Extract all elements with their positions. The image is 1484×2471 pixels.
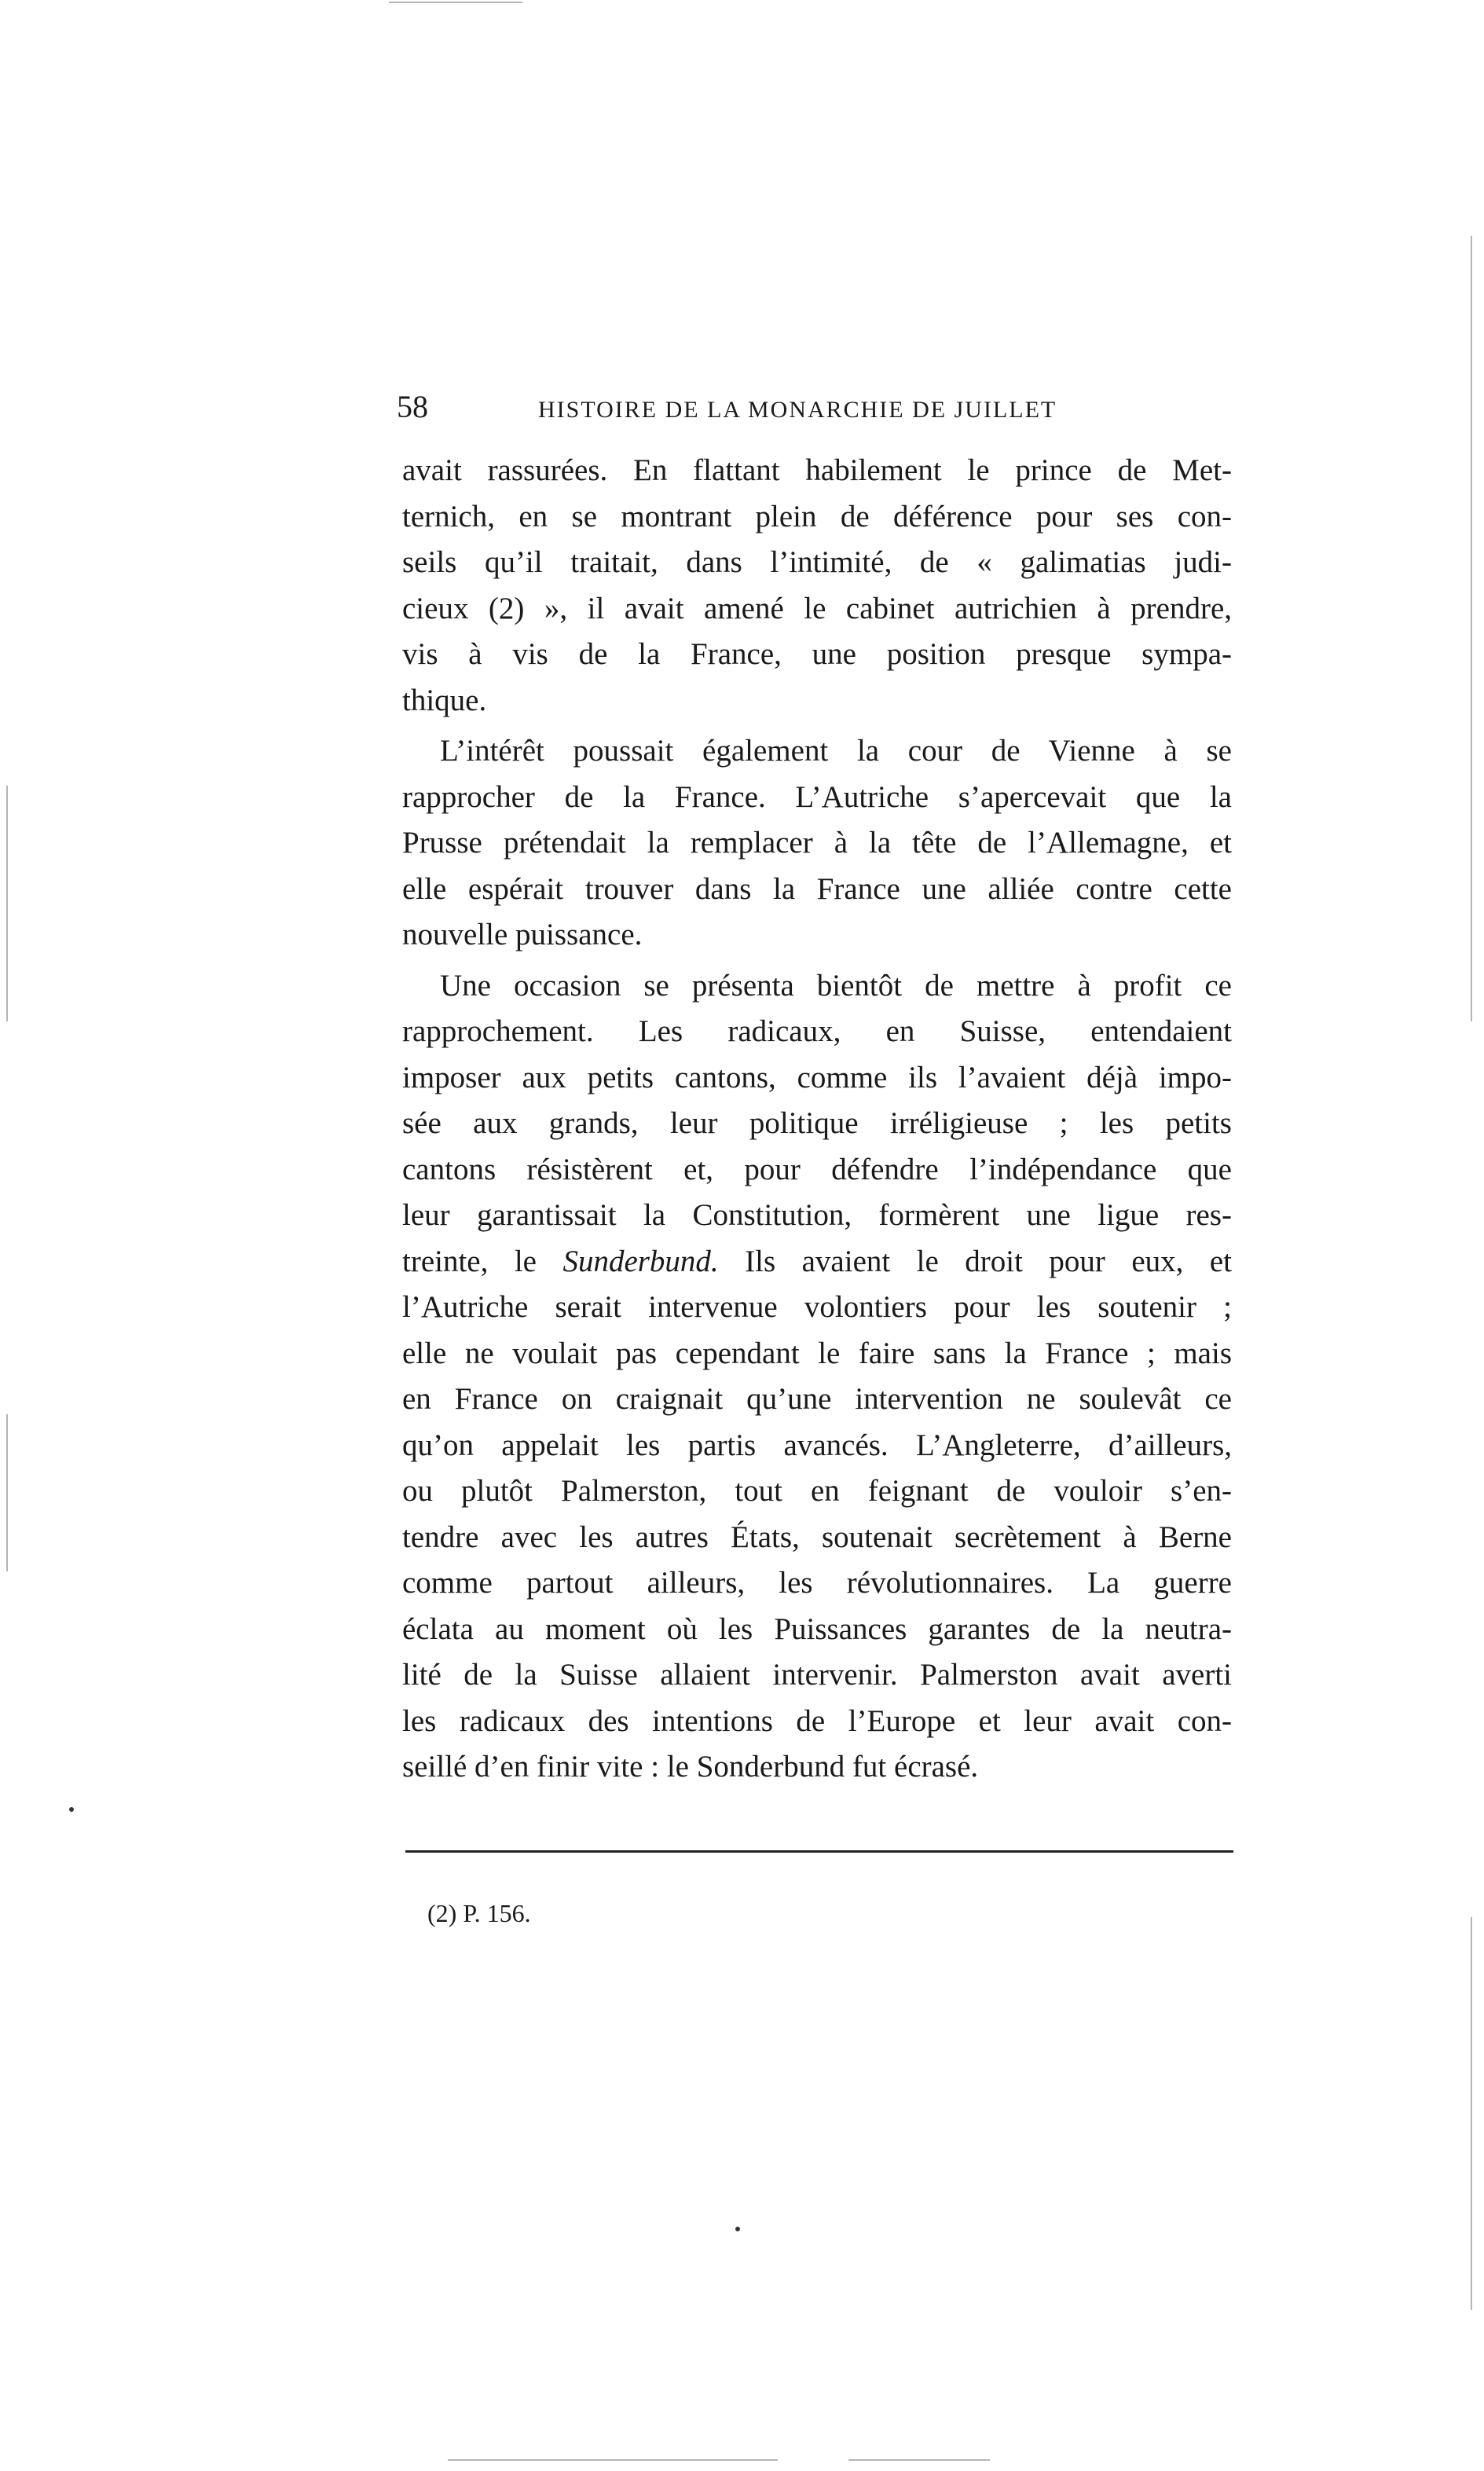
text-fragment: treinte, le bbox=[402, 1244, 537, 1278]
text-line: comme partout ailleurs, les révolutionnaires. La guerre bbox=[402, 1566, 1232, 1600]
text-line: qu’on appelait les partis avancés. L’Angleterre, d’ailleurs, bbox=[402, 1428, 1232, 1462]
scan-edge-bottom-right bbox=[848, 2459, 990, 2461]
scan-edge-bottom bbox=[448, 2459, 778, 2461]
text-line: en France on craignait qu’une intervention ne soulevât ce bbox=[402, 1382, 1232, 1416]
text-line bbox=[402, 1239, 1232, 1285]
page-number: 58 bbox=[397, 389, 428, 424]
text-line: nouvelle puissance. bbox=[402, 918, 643, 951]
text-line: thique. bbox=[402, 683, 487, 717]
text-line: seils qu’il traitait, dans l’intimité, de « galimatias judi- bbox=[402, 545, 1232, 579]
text-line: cantons résistèrent et, pour défendre l’indépendance que bbox=[402, 1152, 1232, 1186]
running-title: HISTOIRE DE LA MONARCHIE DE JUILLET bbox=[538, 397, 1057, 423]
text-line: éclata au moment où les Puissances garantes de la neutra- bbox=[402, 1611, 1232, 1646]
footnote: (2) P. 156. bbox=[427, 1899, 531, 1927]
scan-edge-left bbox=[6, 786, 8, 1021]
text-line: lité de la Suisse allaient intervenir. Palmerston avait averti bbox=[402, 1658, 1232, 1692]
text-line: avait rassurées. En flattant habilement le prince de Met- bbox=[402, 453, 1232, 487]
scan-speck bbox=[69, 1807, 74, 1812]
scan-edge-right-lower bbox=[1471, 1917, 1472, 2310]
text-line: Une occasion se présenta bientôt de mettre à profit ce bbox=[440, 968, 1232, 1003]
text-line: elle ne voulait pas cependant le faire sans la France ; mais bbox=[402, 1336, 1232, 1370]
text-line: sée aux grands, leur politique irréligieuse ; les petits bbox=[402, 1106, 1232, 1140]
body-text bbox=[402, 448, 1232, 1791]
scan-edge-right bbox=[1471, 236, 1472, 1021]
text-line: les radicaux des intentions de l’Europe et leur avait con- bbox=[402, 1703, 1232, 1738]
italic-term: Sunderbund. bbox=[562, 1244, 719, 1278]
text-line: l’Autriche serait intervenue volontiers pour les soutenir ; bbox=[402, 1290, 1232, 1324]
text-line: seillé d’en finir vite : le Sonderbund fut écrasé. bbox=[402, 1750, 979, 1784]
footnote-rule bbox=[405, 1850, 1233, 1853]
text-line: leur garantissait la Constitution, formèrent une ligue res- bbox=[402, 1198, 1232, 1232]
text-line: elle espérait trouver dans la France une alliée contre cette bbox=[402, 871, 1232, 906]
text-line: tendre avec les autres États, soutenait secrètement à Berne bbox=[402, 1520, 1232, 1554]
text-line: cieux (2) », il avait amené le cabinet autrichien à prendre, bbox=[402, 591, 1232, 625]
paragraph bbox=[402, 728, 1232, 959]
text-line: L’intérêt poussait également la cour de Vienne à se bbox=[440, 734, 1232, 768]
running-header bbox=[397, 383, 1229, 431]
scan-edge-top bbox=[389, 2, 522, 3]
paragraph bbox=[402, 448, 1232, 724]
text-line: imposer aux petits cantons, comme ils l’avaient déjà impo- bbox=[402, 1060, 1232, 1094]
scan-edge-left-lower bbox=[6, 1414, 8, 1571]
text-line: ou plutôt Palmerston, tout en feignant de vouloir s’en- bbox=[402, 1474, 1232, 1508]
text-line: rapprochement. Les radicaux, en Suisse, entendaient bbox=[402, 1014, 1232, 1048]
scan-speck bbox=[735, 2227, 740, 2231]
text-fragment: Ils avaient le droit pour eux, et bbox=[745, 1244, 1233, 1278]
text-line: vis à vis de la France, une position presque sympa- bbox=[402, 637, 1232, 671]
paragraph bbox=[402, 963, 1232, 1791]
text-line: Prusse prétendait la remplacer à la tête de l’Allemagne, et bbox=[402, 826, 1232, 860]
text-line: rapprocher de la France. L’Autriche s’apercevait que la bbox=[402, 779, 1232, 814]
text-line: ternich, en se montrant plein de déférence pour ses con- bbox=[402, 499, 1232, 533]
